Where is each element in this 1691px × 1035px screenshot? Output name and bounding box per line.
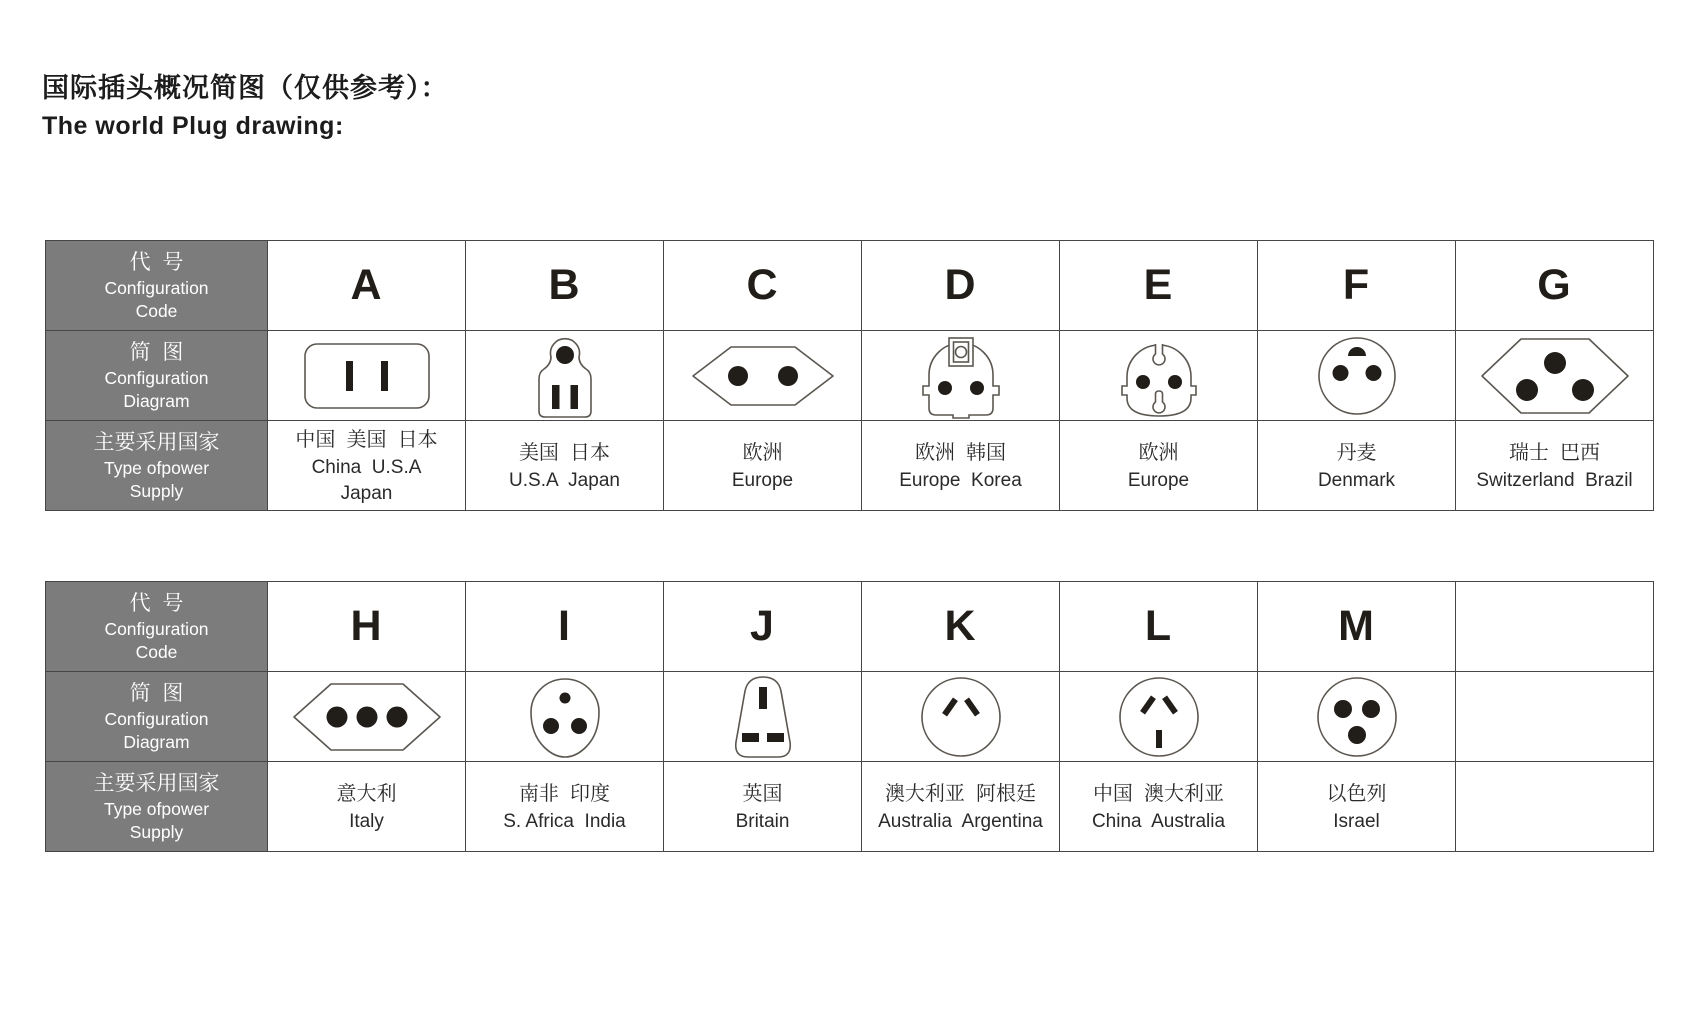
country-text: China Australia	[1091, 810, 1226, 832]
diagram-cell-d	[862, 331, 1060, 421]
page-title	[42, 66, 449, 141]
country-cell-h	[268, 762, 466, 852]
country-text: Australia Argentina	[878, 810, 1043, 832]
country-text: Italy	[349, 810, 384, 832]
empty-cell	[1456, 582, 1654, 672]
diagram-cell-k	[862, 672, 1060, 762]
empty-cell	[1456, 762, 1654, 852]
plug-type-k-icon	[920, 675, 1002, 759]
code-letter-j: J	[750, 602, 775, 650]
country-cell-m	[1258, 762, 1456, 852]
row-header-code-en1: Configuration	[104, 619, 209, 640]
country-text: Denmark	[1317, 469, 1396, 491]
country-cell-g	[1456, 421, 1654, 511]
diagram-cell-j	[664, 672, 862, 762]
row-header-supply-en2: Supply	[129, 480, 184, 501]
diagram-cell-f	[1258, 331, 1456, 421]
code-letter-a: A	[350, 261, 383, 309]
country-text: Europe	[1127, 469, 1190, 491]
diagram-cell-m	[1258, 672, 1456, 762]
country-text: 瑞士 巴西	[1508, 441, 1601, 464]
code-cell-a	[268, 241, 466, 331]
country-text: U.S.A Japan	[509, 469, 620, 491]
country-text: 中国 美国 日本	[295, 428, 438, 451]
country-cell-c	[664, 421, 862, 511]
country-text: 英国	[742, 782, 783, 805]
code-cell-i	[466, 582, 664, 672]
country-text: 意大利	[336, 782, 397, 805]
table-row-power-supply	[46, 762, 1654, 852]
country-text: Britain	[735, 810, 790, 832]
table-row-configuration-code	[46, 241, 1654, 331]
country-cell-i	[466, 762, 664, 852]
plug-type-g-icon	[1480, 337, 1630, 415]
row-header-configuration-code	[46, 241, 268, 331]
row-header-power-supply	[46, 762, 268, 852]
row-header-supply-en1: Type ofpower	[103, 458, 210, 479]
country-text: Europe Korea	[899, 469, 1022, 491]
diagram-cell-e	[1060, 331, 1258, 421]
table-row-configuration-diagram	[46, 672, 1654, 762]
diagram-cell-h	[268, 672, 466, 762]
row-header-configuration-diagram	[46, 672, 268, 762]
plug-table-h-to-m	[45, 581, 1654, 852]
country-text: 以色列	[1326, 782, 1387, 805]
country-text: 欧洲 韩国	[914, 441, 1007, 464]
country-cell-f	[1258, 421, 1456, 511]
diagram-cell-l	[1060, 672, 1258, 762]
row-header-diagram-en1: Configuration	[104, 709, 209, 730]
code-letter-c: C	[746, 261, 779, 309]
plug-type-f-icon	[1317, 335, 1397, 417]
plug-type-m-icon	[1316, 675, 1398, 759]
row-header-supply-en2: Supply	[129, 821, 184, 842]
table-row-configuration-code	[46, 582, 1654, 672]
code-cell-m	[1258, 582, 1456, 672]
code-letter-i: I	[558, 602, 571, 650]
row-header-diagram-zh: 简 图	[129, 681, 184, 705]
country-text: 丹麦	[1336, 441, 1377, 464]
country-cell-e	[1060, 421, 1258, 511]
country-cell-l	[1060, 762, 1258, 852]
plug-type-d-icon	[918, 331, 1004, 420]
diagram-cell-i	[466, 672, 664, 762]
row-header-code-zh: 代 号	[129, 250, 184, 274]
country-cell-j	[664, 762, 862, 852]
country-text: 欧洲	[1138, 441, 1179, 464]
code-cell-e	[1060, 241, 1258, 331]
row-header-diagram-zh: 简 图	[129, 340, 184, 364]
code-cell-f	[1258, 241, 1456, 331]
code-cell-j	[664, 582, 862, 672]
country-text: Europe	[731, 469, 794, 491]
row-header-diagram-en2: Diagram	[123, 390, 190, 411]
diagram-cell-b	[466, 331, 664, 421]
row-header-code-en2: Code	[135, 300, 178, 321]
table-row-power-supply	[46, 421, 1654, 511]
row-header-supply-zh: 主要采用国家	[93, 430, 220, 454]
country-text: Switzerland Brazil	[1476, 469, 1633, 491]
country-text: Japan	[340, 482, 393, 504]
page-title-chinese: 国际插头概况简图（仅供参考）：	[42, 73, 449, 103]
row-header-power-supply	[46, 421, 268, 511]
diagram-cell-c	[664, 331, 862, 421]
code-cell-g	[1456, 241, 1654, 331]
country-text: China U.S.A	[311, 456, 422, 478]
row-header-code-zh: 代 号	[129, 591, 184, 615]
code-letter-g: G	[1537, 261, 1572, 309]
country-text: S. Africa India	[503, 810, 626, 832]
plug-type-a-icon	[303, 342, 431, 410]
diagram-cell-g	[1456, 331, 1654, 421]
empty-cell	[1456, 672, 1654, 762]
plug-type-b-icon	[529, 333, 601, 419]
code-letter-e: E	[1143, 261, 1174, 309]
country-text: 南非 印度	[518, 782, 611, 805]
row-header-code-en2: Code	[135, 641, 178, 662]
diagram-cell-a	[268, 331, 466, 421]
code-letter-l: L	[1144, 602, 1173, 650]
plug-type-i-icon	[523, 674, 607, 760]
code-cell-b	[466, 241, 664, 331]
plug-type-c-icon	[691, 345, 835, 407]
code-cell-c	[664, 241, 862, 331]
plug-type-j-icon	[721, 674, 805, 760]
row-header-configuration-diagram	[46, 331, 268, 421]
plug-type-e-icon	[1116, 332, 1202, 420]
plug-type-l-icon	[1118, 675, 1200, 759]
country-text: Israel	[1333, 810, 1380, 832]
country-cell-k	[862, 762, 1060, 852]
row-header-diagram-en1: Configuration	[104, 368, 209, 389]
code-cell-k	[862, 582, 1060, 672]
code-cell-l	[1060, 582, 1258, 672]
country-text: 美国 日本	[518, 441, 611, 464]
code-letter-k: K	[944, 602, 977, 650]
country-cell-a	[268, 421, 466, 511]
row-header-diagram-en2: Diagram	[123, 731, 190, 752]
row-header-supply-zh: 主要采用国家	[93, 771, 220, 795]
row-header-configuration-code	[46, 582, 268, 672]
page-title-english: The world Plug drawing:	[42, 112, 344, 140]
code-letter-h: H	[350, 602, 383, 650]
row-header-code-en1: Configuration	[104, 278, 209, 299]
plug-type-h-icon	[292, 682, 442, 752]
code-letter-b: B	[548, 261, 581, 309]
row-header-supply-en1: Type ofpower	[103, 799, 210, 820]
table-row-configuration-diagram	[46, 331, 1654, 421]
code-letter-d: D	[944, 261, 977, 309]
code-cell-h	[268, 582, 466, 672]
country-text: 中国 澳大利亚	[1092, 782, 1225, 805]
code-letter-f: F	[1342, 261, 1371, 309]
code-letter-m: M	[1338, 602, 1375, 650]
plug-table-a-to-g	[45, 240, 1654, 511]
code-cell-d	[862, 241, 1060, 331]
country-cell-b	[466, 421, 664, 511]
country-cell-d	[862, 421, 1060, 511]
country-text: 澳大利亚 阿根廷	[884, 782, 1037, 805]
country-text: 欧洲	[742, 441, 783, 464]
